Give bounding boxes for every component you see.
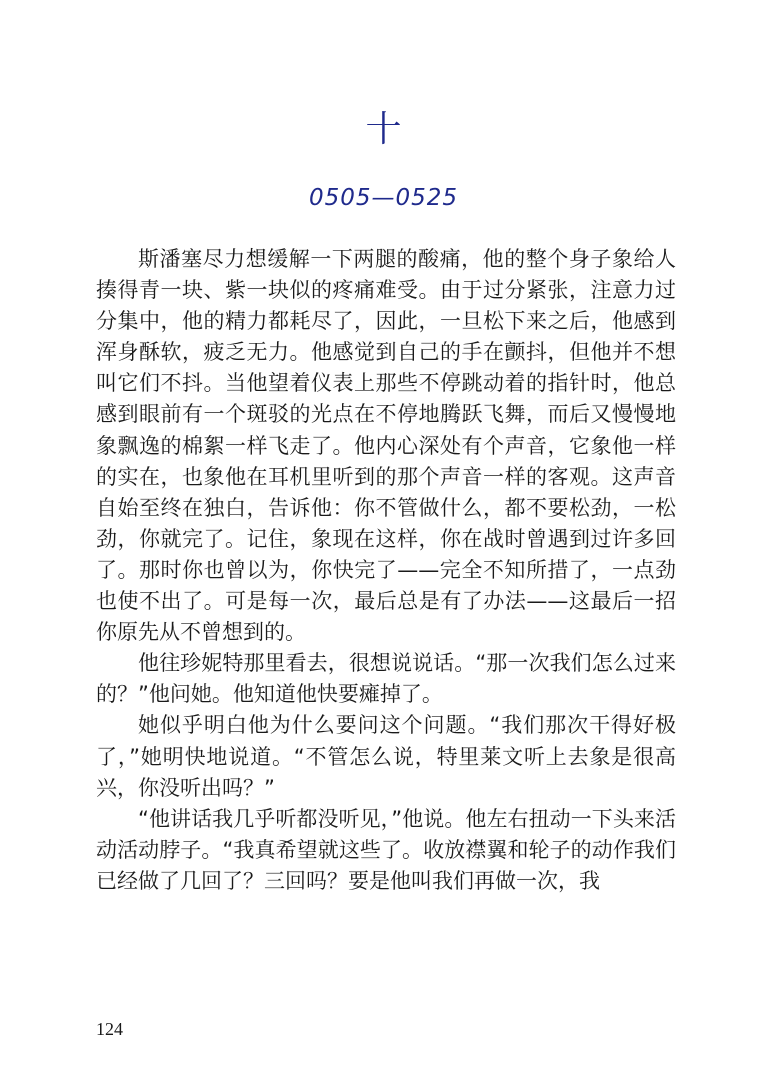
body-text (96, 244, 676, 897)
chapter-subtitle: 0505—0525 (308, 185, 459, 211)
paragraph: 她似乎明白他为什么要问这个问题。“我们那次干得好极了，”她明快地说道。“不管怎么说，特里莱文听上去象是很高兴，你没听出吗？” (96, 713, 676, 800)
chapter-title: 十 (365, 109, 402, 150)
page-number: 124 (96, 1019, 123, 1039)
paragraph: “他讲话我几乎听都没听见，”他说。他左右扭动一下头来活动活动脖子。“我真希望就这些了。收放襟翼和轮子的动作我们已经做了几回了？三回吗？要是他叫我们再做一次，我 (96, 806, 676, 893)
paragraph: 他往珍妮特那里看去，很想说说话。“那一次我们怎么过来的？”他问她。他知道他快要瘫掉了。 (96, 651, 676, 707)
paragraph: 斯潘塞尽力想缓解一下两腿的酸痛，他的整个身子象给人揍得青一块、紫一块似的疼痛难受。由于过分紧张，注意力过分集中，他的精力都耗尽了，因此，一旦松下来之后，他感到浑身酥软，疲乏无力。他感觉到自己的手在颤抖，但他并不想叫它们不抖。当他望着仪表上那些不停跳动着的指针时，他总感到眼前有一个斑驳的光点在不停地腾跃飞舞，而后又慢慢地象飘逸的棉絮一样飞走了。他内心深处有个声音，它象他一样的实在，也象他在耳机里听到的那个声音一样的客观。这声音自始至终在独白，告诉他：你不管做什么，都不要松劲，一松劲，你就完了。记住，象现在这样，你在战时曾遇到过许多回了。那时你也曾以为，你快完了——完全不知所措了，一点劲也使不出了。可是每一次，最后总是有了办法——这最后一招你原先从不曾想到的。 (96, 247, 676, 645)
